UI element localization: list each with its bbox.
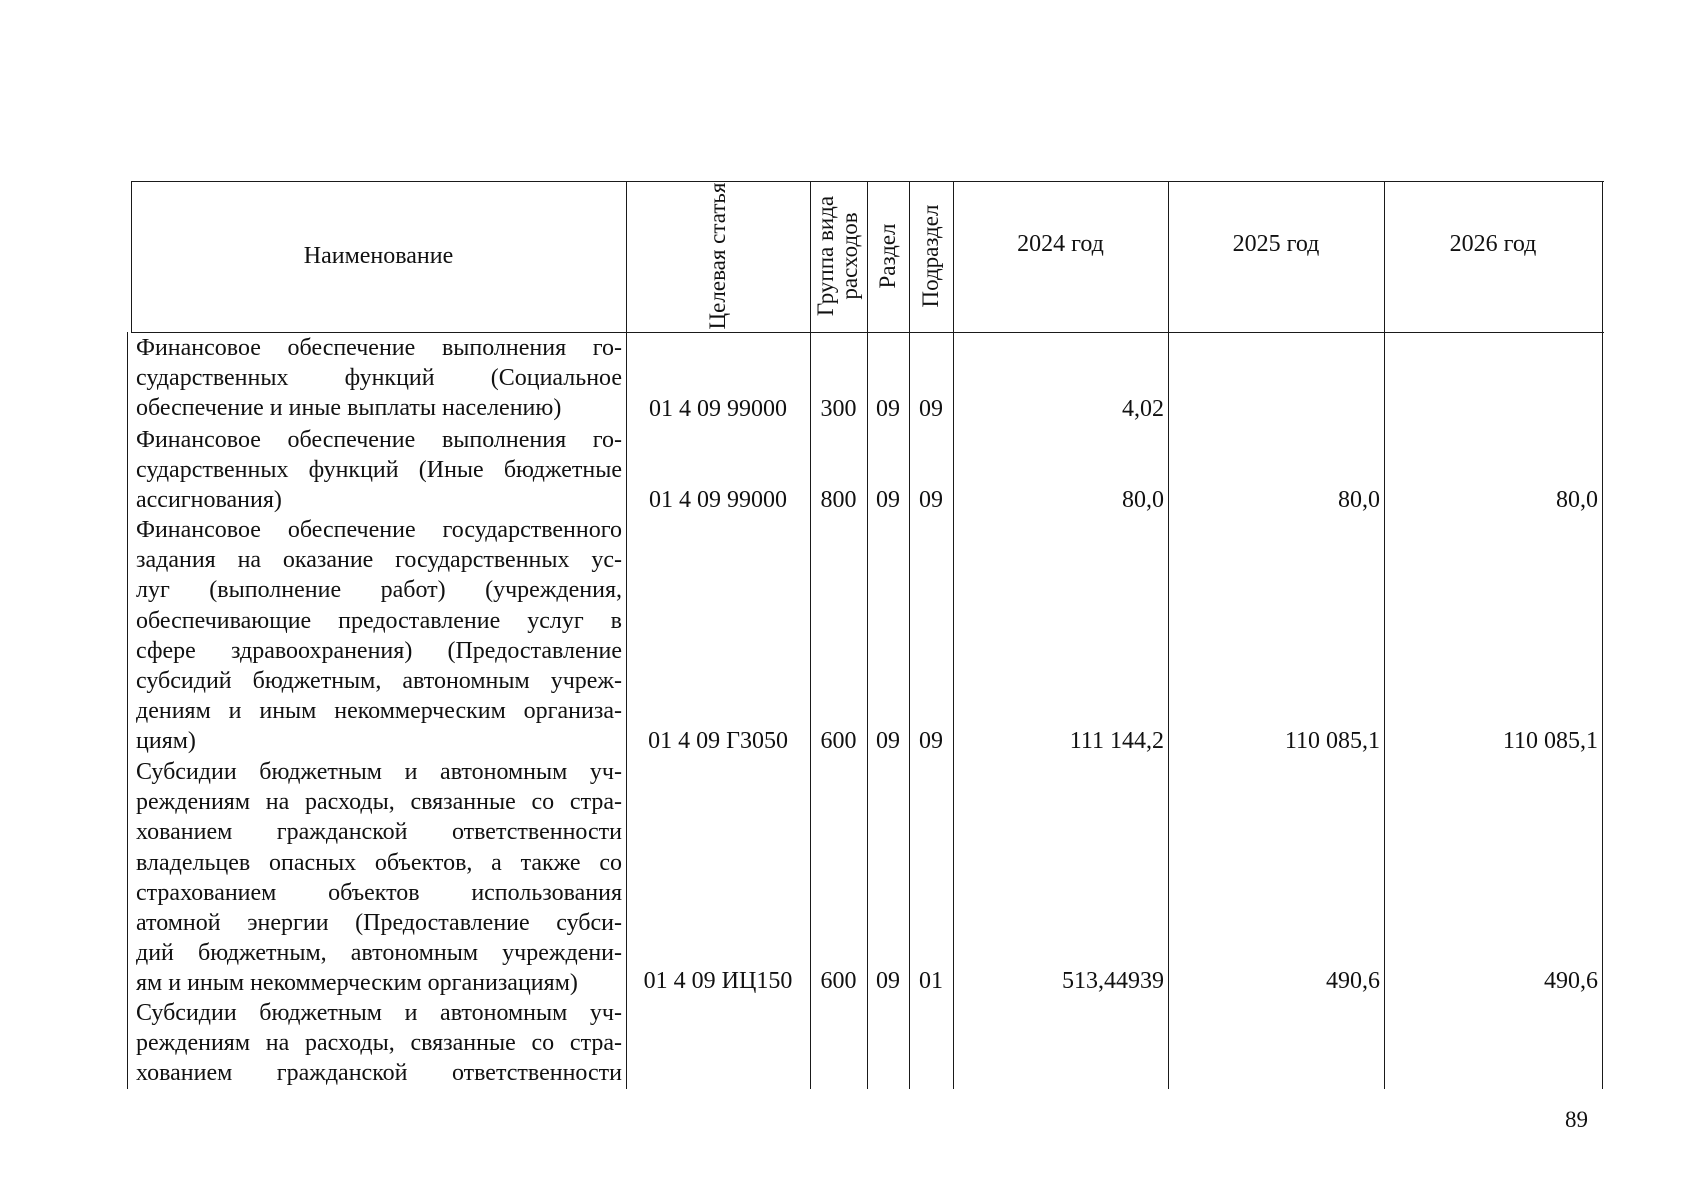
col-border-6: [1168, 181, 1169, 1089]
col-border-3: [867, 181, 868, 1089]
row-3-2024: 111 144,2: [1069, 728, 1164, 754]
row-4-article: 01 4 09 ИЦ150: [643, 968, 793, 994]
row-3-article: 01 4 09 Г3050: [648, 728, 788, 754]
row-3-section: 09: [876, 728, 900, 754]
row-3-2025: 110 085,1: [1284, 728, 1380, 754]
col-border-2: [810, 181, 811, 1089]
header-year-2025: 2025 год: [1232, 231, 1320, 257]
row-3-group: 600: [820, 728, 857, 754]
row-2-2025: 80,0: [1338, 487, 1380, 513]
row-1-2024: 4,02: [1122, 396, 1164, 422]
row-4-2024: 513,44939: [1062, 968, 1164, 994]
header-year-2026: 2026 год: [1449, 231, 1537, 257]
row-2-group: 800: [820, 487, 857, 513]
row-5-name: Субсидии бюджетным и автономным уч- реждениям на расходы, связанные со стра- хованием гражданской ответственности: [136, 1000, 622, 1087]
row-3-2026: 110 085,1: [1502, 728, 1598, 754]
row-4-group: 600: [820, 968, 857, 994]
row-1-section: 09: [876, 396, 900, 422]
col-border-8: [1602, 181, 1603, 1089]
header-name: Наименование: [303, 243, 454, 269]
row-2-2024: 80,0: [1122, 487, 1164, 513]
row-1-group: 300: [820, 396, 857, 422]
row-2-subsection: 09: [919, 487, 943, 513]
col-border-1: [626, 181, 627, 1089]
col-border-4: [909, 181, 910, 1089]
row-1-subsection: 09: [919, 396, 943, 422]
row-1-name: Финансовое обеспечение выполнения го- сударственных функций (Социальное обеспечение и иные выплаты населению): [136, 335, 622, 422]
row-2-name: Финансовое обеспечение выполнения го- сударственных функций (Иные бюджетные ассигнования): [136, 427, 622, 514]
col-border-7: [1384, 181, 1385, 1089]
row-4-2026: 490,6: [1544, 968, 1598, 994]
row-3-name: Финансовое обеспечение государственного задания на оказание государственных ус- луг (выполнение работ) (учреждения, обеспечивающие предоставление услуг в сфере здравоохранения) (Предоставление субсидий бюджетным, автономным учреж- дениям и иным некоммерческим организа- циям): [136, 517, 622, 755]
row-2-section: 09: [876, 487, 900, 513]
row-2-2026: 80,0: [1556, 487, 1598, 513]
row-4-name: Субсидии бюджетным и автономным уч- реждениям на расходы, связанные со стра- хованием гражданской ответственности владельцев опасных объектов, а также со страхованием объектов использования атомной энергии (Предоставление субси- дий бюджетным, автономным учреждени- ям и иным некоммерческим организациям): [136, 759, 622, 997]
col-border-5: [953, 181, 954, 1089]
col-border-0-body: [127, 332, 128, 1089]
row-2-article: 01 4 09 99000: [649, 487, 787, 513]
row-4-subsection: 01: [919, 968, 943, 994]
header-year-2024: 2024 год: [1017, 231, 1104, 257]
row-1-article: 01 4 09 99000: [649, 396, 787, 422]
page-number: 89: [1565, 1107, 1588, 1132]
row-4-section: 09: [876, 968, 900, 994]
row-4-2025: 490,6: [1326, 968, 1380, 994]
row-3-subsection: 09: [919, 728, 943, 754]
